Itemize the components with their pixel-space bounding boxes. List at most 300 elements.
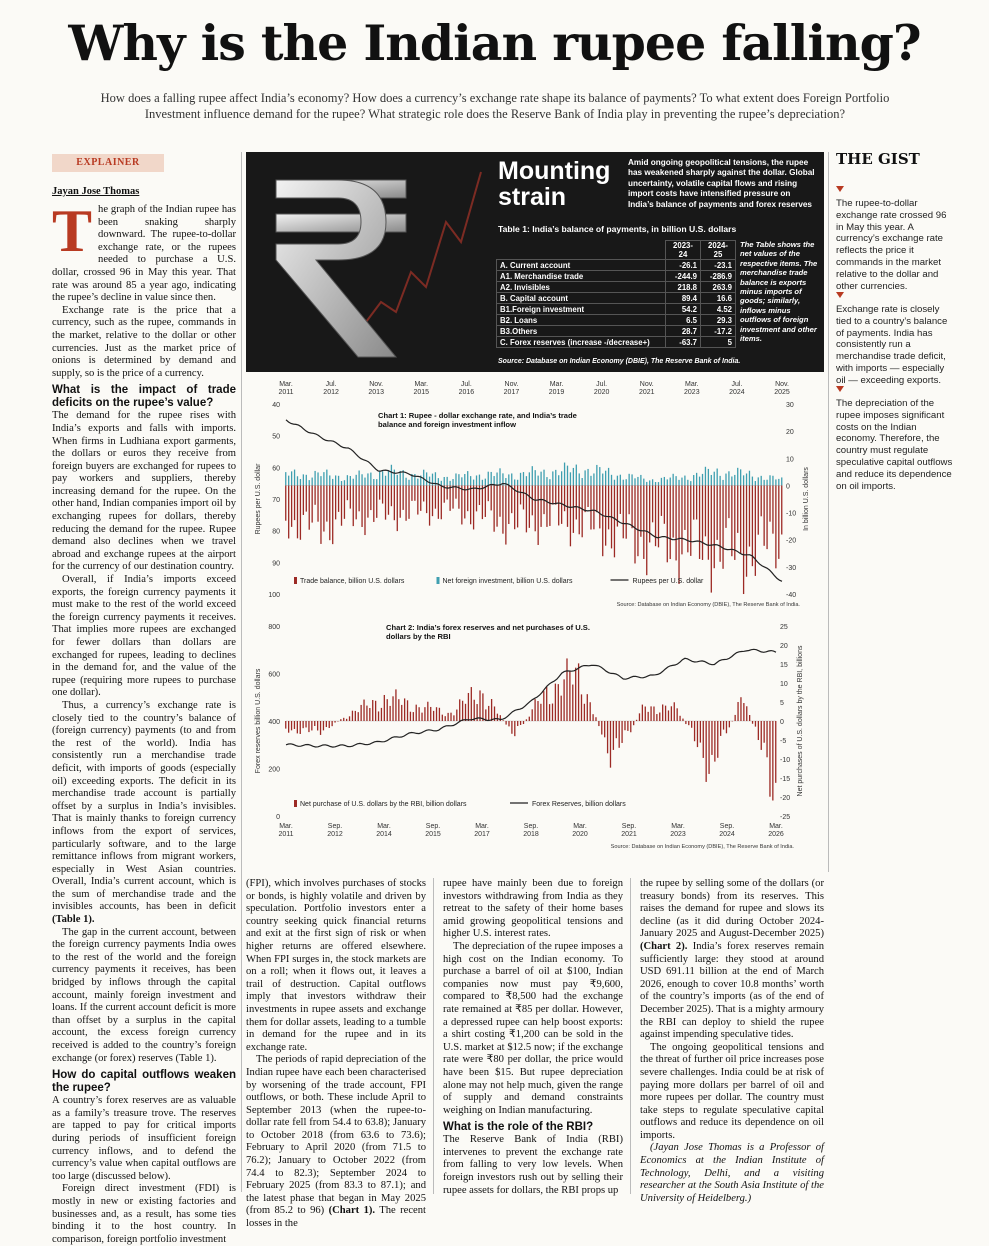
triangle-bullet-icon [836,186,844,192]
chart-bar [424,707,425,721]
chart-bar [382,471,383,485]
chart-bar [613,721,614,750]
y-axis-label-right: Net purchases of U.S. dollars by the RBI, billions [797,645,804,797]
chart-bar [684,476,685,486]
chart-title: balance and foreign investment inflow [378,420,516,429]
chart-bar [523,472,524,485]
chart-bar [288,485,289,538]
x-tick-label: Mar. [685,381,699,388]
chart-bar [728,471,729,485]
chart-bar [526,476,527,485]
chart-bar [634,485,635,563]
chart-bar [473,480,474,486]
x-tick-label: Sep. [425,823,441,830]
chart-bar [482,480,483,486]
chart-bar [376,485,377,517]
table-row-label: B. Capital account [497,293,666,304]
chart-bar [719,476,720,486]
chart-bar [627,721,628,731]
heading-line: Mounting [498,157,611,185]
chart-bar [637,485,638,556]
chart-bar [604,721,605,737]
chart-bar [691,721,692,728]
chart-bar [379,472,380,486]
chart-bar [514,721,515,736]
chart-bar [696,473,697,486]
chart-bar [482,693,483,721]
chart-bar [775,485,776,568]
chart-bar [573,485,574,532]
chart-bar [358,485,359,511]
chart-bar [703,721,704,758]
chart-bar [675,485,676,560]
chart-bar [332,485,333,544]
chart-bar [372,700,373,721]
chart-bar [543,691,544,721]
chart-bar [655,482,656,485]
chart-bar [408,485,409,518]
table-row-label: A2. Invisibles [497,282,666,293]
chart-bar [653,706,654,721]
paragraph: he graph of the Indian rupee has been snaking sharply downward. The rupee-to-dollar exchange rate, or the rupees needed to purchase a U.S. dollar, crossed 96 in May this year. That rate was around 85 a year ago, indicating the rupee’s decline in value since then. [52,204,236,304]
chart-bar [432,485,433,516]
x-tick-label: 2020 [572,831,588,838]
x-tick-label: 2016 [458,389,475,396]
chart-bar [302,721,303,728]
chart-bar [523,721,524,724]
chart-bar [561,471,562,485]
gist-item [836,186,954,292]
chart-bar [476,475,477,485]
chart-bar [303,474,304,485]
chart-bar [599,485,600,528]
chart-bar [775,479,776,485]
chart-bar [740,469,741,485]
right-tick-label: 15 [780,662,788,669]
chart-bar [578,663,579,721]
chart-bar [687,480,688,486]
column-divider [630,878,631,1194]
chart-bar [731,476,732,485]
chart-bar [623,480,624,486]
chart-bar [690,481,691,485]
chart-bar [344,485,345,518]
chart-bar [614,485,615,557]
right-tick-label: 0 [786,483,790,491]
table-cell: -63.7 [666,337,701,348]
chart-bar [355,711,356,721]
chart-bar [640,475,641,485]
triangle-bullet-icon [836,292,844,298]
x-tick-label: 2017 [474,831,490,838]
chart-bar [725,485,726,527]
chart-bar [714,485,715,568]
gist-item [836,292,954,387]
x-tick-label: Sep. [621,823,637,830]
chart-bar [708,485,709,559]
chart-bar [769,485,770,521]
chart-bar [696,485,697,519]
chart-bar [488,485,489,501]
gist-text: The depreciation of the rupee imposes significant costs on the Indian economy. Therefore, the country must regulate speculative capital outflows and reduce its dependence on oil imports. [836,398,953,492]
chart-bar [690,485,691,555]
chart-bar [723,721,724,730]
chart-bar [423,470,424,486]
paragraph: Overall, if India’s imports exceed exports, the foreign currency payments it must make to the rest of the world exceed the foreign currency payments it receives. That implies more rupees are exchanged for fewer dollars than dollars are exchanged for rupees, leading to declines in the demand for, and the value of the rupee (requiring more rupees to purchase one dollar). [52,574,236,699]
chart-bar [714,721,715,762]
chart-bar [665,706,666,721]
chart-bar [343,718,344,721]
chart-bar [758,477,759,485]
chart-bar [569,671,570,721]
paragraph: (FPI), which involves purchases of stocks or bonds, is highly volatile and driven by speculation. Portfolio investors enter a country seeking quick financial returns and exit at the first sign of risk or when higher returns are offered elsewhere. When FPI surges in, the stock markets are on a roll; when it flows out, it leaves a trail of destruction. Capital outflows imply that investors withdraw their investments in rupee assets and exchange them for dollar assets, leading to a tumble in demand for the rupee and in its exchange rate. [246,878,426,1053]
chart-bar [664,477,665,485]
chart-bar [546,687,547,721]
legend-label: Trade balance, billion U.S. dollars [300,578,405,585]
chart-bar [601,721,602,735]
table-note: The Table shows the net values of the respective items. The merchandise trade balance is exports minus imports of goods; similarly, inflows minus outflows of foreign investment and other items. [740,240,818,344]
chart-bar [358,471,359,486]
x-tick-label: Mar. [769,823,783,830]
legend-label: Net purchase of U.S. dollars by the RBI, billion dollars [300,801,467,808]
chart-bar [772,721,773,801]
chart-bar [369,708,370,721]
column-divider [828,152,829,872]
chart-line [286,420,782,582]
chart-bar [394,485,395,520]
chart-bar [758,721,759,740]
chart-bar [752,477,753,486]
chart-bar [631,474,632,485]
x-tick-label: Jul. [325,381,337,388]
paragraph [640,878,824,1042]
chart-bar [596,465,597,486]
chart-bar [332,479,333,486]
gist-text: The rupee-to-dollar exchange rate crossed 96 in May this year. A currency’s exchange rate reflects the price it commands in the market relative to the dollar and other currencies. [836,198,947,292]
chart-bar [398,699,399,721]
chart-bar [645,707,646,721]
chart-bar [356,475,357,486]
chart-bar [608,468,609,486]
chart-bar [300,479,301,485]
chart-bar [743,475,744,485]
chart-bar [508,474,509,485]
chart-bar [605,471,606,486]
chart-bar [628,485,629,514]
table-header-row [497,241,736,260]
chart-bar [520,721,521,725]
chart-bar [335,485,336,519]
text: The recent losses in the [246,1205,426,1230]
chart-bar [397,475,398,486]
chart-bar [499,468,500,485]
chart-bar [384,695,385,721]
chart-bar [684,485,685,530]
x-tick-label: Nov. [639,381,654,388]
chart-bar [636,720,637,721]
chart-bar [764,721,765,743]
chart-bar [620,475,621,486]
rupee-symbol-graphic [246,152,486,372]
chart-bar [426,485,427,513]
byline: Jayan Jose Thomas [52,186,140,197]
chart-bar [426,472,427,485]
chart-bar [488,706,489,721]
chart-bar [685,721,686,724]
paragraph: rupee have mainly been due to foreign investors withdrawing from India as they retreat to the safety of their home bases amid growing geopolitical tensions and higher U.S. interest rates. [443,878,623,940]
right-tick-label: 20 [780,643,788,650]
x-tick-label: 2012 [327,831,343,838]
chart-bar [366,706,367,721]
chart-bar [702,474,703,486]
chart-bar [575,668,576,721]
y-axis-label-left: Forex reserves billion U.S. dollars [255,668,262,774]
chart-bar [329,475,330,485]
chart-bar [358,712,359,721]
chart-bar [534,699,535,721]
chart-bar [740,697,741,721]
table-row-label: A. Current account [497,260,666,271]
infobox [246,152,824,372]
column-1 [52,198,236,1245]
paragraph: A country’s forex reserves are as valuable as a family’s treasure trove. The reserves are tapped to pay for critical imports during periods of insufficient foreign currency inflows, and to defend the currency’s value when capital outflows are too large (discussed below). [52,1095,236,1182]
chart-bar [668,710,669,721]
chart-bar [626,479,627,485]
chart-bar [491,472,492,485]
text: The periods of rapid depreciation of the Indian rupee have each been characterised by worsening of the trade account, FPI outflows, or both. These include April to September 2013 (when the rupee-to-dollar rate fell from 54.4 to 63.8); January to October 2018 (from 63.6 to 73.6); February to April 2020 (from 71.5 to 76.2); January to October 2022 (from 74.4 to 82.3); September 2024 to February 2025 (from 83.3 to 87.1); and the latest phase that began in May 2025 (from 85.2 to 96) [246,1054,426,1217]
x-tick-label: Jul. [460,381,472,388]
chart-bar [546,477,547,485]
chart-bar [667,485,668,562]
chart-bar [681,478,682,486]
chart-bar [493,485,494,531]
chart-bar [540,472,541,486]
chart-bar [464,474,465,485]
chart-bar [722,485,723,568]
chart-bar [385,476,386,486]
chart-bar [445,716,446,721]
chart-bar [312,478,313,486]
chart-bar [675,476,676,485]
chart-bar [637,477,638,485]
chart-bar [719,485,720,561]
right-tick-label: 30 [786,402,794,409]
chart-bar [558,684,559,721]
chart-bar [320,476,321,485]
table-cell: -244.9 [666,271,701,282]
chart-bar [590,485,591,529]
chart-bar [395,689,396,721]
chart-bar [520,473,521,486]
chart-bar [364,478,365,486]
chart-bar [397,485,398,531]
chart-bar [353,485,354,526]
chart-bar [502,485,503,533]
chart-bar [350,485,351,508]
chart-bar [639,713,640,721]
chart-bar [471,687,472,721]
chart-bar [508,485,509,524]
chart-bar [743,485,744,594]
chart-ref: (Chart 2). [640,940,688,952]
chart-bar [473,485,474,529]
table-cell: 16.6 [701,293,736,304]
chart-bar [514,485,515,529]
chart-bar [400,471,401,486]
bop-table [496,240,736,348]
chart-bar [643,479,644,486]
chart-bar [314,471,315,486]
chart-bar [670,485,671,559]
chart-bar [652,485,653,522]
chart-bar [640,485,641,536]
chart-bar [566,658,567,721]
chart-bar [620,485,621,514]
left-tick-label: 60 [272,465,280,473]
chart-bar [317,721,318,730]
chart-bar [468,693,469,721]
chart-bar [552,485,553,504]
chart-bar [401,705,402,721]
chart-bar [614,480,615,486]
chart-bar [590,476,591,486]
chart-bar [659,713,660,721]
chart-bar [656,714,657,721]
chart-bar [442,715,443,721]
x-tick-label: 2013 [368,389,384,396]
chart-bar [303,485,304,515]
chart-bar [761,476,762,486]
chart-bar [582,485,583,537]
chart-bar [598,721,599,726]
chart-bar [555,485,556,504]
chart-bar [391,485,392,506]
chart-bar [417,485,418,514]
table-source: Source: Database on Indian Economy (DBIE), The Reserve Bank of India. [498,358,741,365]
x-tick-label: Nov. [369,381,384,388]
chart-bar [576,485,577,519]
chart-bar [373,485,374,522]
chart-bar [667,479,668,485]
chart-bar [479,690,480,721]
chart-bar [634,478,635,485]
paragraph: The Reserve Bank of India (RBI) intervenes to prevent the exchange rate from falling to very low levels. When foreign investors rush out by selling their rupee assets for dollars, the RBI props up [443,1134,623,1196]
right-tick-label: -20 [780,795,791,802]
column-3 [443,878,623,1194]
paragraph: The gap in the current account, between the foreign currency payments India owes to the rest of the world and the foreign currency payments it receives, has been bridged by inflows through the capital account, mainly foreign investment and loans. If the current account deficit is more than offset by a surplus in the capital account, the excess foreign currency received is added to the country’s foreign exchange (or forex) reserves (Table 1). [52,926,236,1064]
table-row [497,260,736,271]
chart-bar [320,721,321,735]
chart-bar [761,485,762,516]
chart-bar [570,485,571,546]
chart-bar [388,471,389,485]
chart-2 [246,614,824,854]
chart-bar [693,485,694,519]
table-row-label: C. Forex reserves (increase -/decrease+) [497,337,666,348]
chart-bar [505,485,506,544]
author-bio: (Jayan Jose Thomas is a Professor of Economics at the Indian Institute of Technology, Delhi, and a visiting researcher at the South Asia Institute of the University of Heidelberg.) [640,1142,824,1204]
chart-bar [458,474,459,485]
chart-bar [766,721,767,757]
chart-bar [449,485,450,510]
drop-cap: T [52,198,93,264]
chart-bar [508,721,509,726]
chart-bar [407,700,408,721]
chart-bar [555,684,556,721]
chart-bar [681,485,682,554]
chart-bar [361,485,362,527]
x-tick-label: 2021 [638,389,655,396]
chart-bar [749,715,750,721]
gist-title: THE GIST [836,150,920,168]
chart-bar [778,485,779,558]
chart-bar [722,480,723,486]
chart-bar [341,481,342,485]
chart-bar [555,470,556,486]
chart-bar [700,721,701,743]
chart-bar [561,696,562,721]
chart-bar [389,706,390,721]
chart-bar [514,479,515,485]
legend-label: Forex Reserves, billion dollars [532,801,626,808]
table-row [497,271,736,282]
column-4 [640,878,825,1204]
chart-bar [678,480,679,486]
chart-bar [619,721,620,748]
chart-bar [526,485,527,532]
table-row-label: B1.Foreign investment [497,304,666,315]
chart-bar [529,717,530,721]
gist-item [836,386,954,492]
x-tick-label: 2024 [729,389,745,396]
chart-bar [447,477,448,486]
chart-bar [752,485,753,566]
chart-bar [347,475,348,485]
chart-bar [582,478,583,485]
explainer-tag: EXPLAINER [52,154,164,172]
chart-bar [479,475,480,486]
chart-bar [543,470,544,486]
table-row [497,315,736,326]
chart-bar [558,485,559,525]
table-body [497,260,736,348]
left-tick-label: 200 [268,766,280,774]
chart-bar [674,702,675,721]
chart-bar [699,485,700,559]
chart-bar [309,485,310,529]
table-row [497,337,736,348]
chart-bar [611,475,612,486]
chart-bar [520,485,521,504]
chart-bar [563,679,564,721]
chart-bar [587,694,588,721]
chart-bar [326,485,327,521]
chart-bar [375,701,376,721]
chart-bar [341,485,342,525]
chart-title: Chart 2: India’s forex reserves and net purchases of U.S. [386,623,590,632]
chart-bar [320,485,321,543]
chart-bar [417,479,418,486]
chart-source: Source: Database on Indian Economy (DBIE), The Reserve Bank of India. [610,844,794,850]
chart-bar [746,485,747,576]
chart-bar [549,704,550,721]
chart-bar [291,485,292,526]
table-cell: 28.7 [666,326,701,337]
x-tick-label: 2018 [523,831,539,838]
chart-bar [537,701,538,721]
x-tick-label: Mar. [279,381,293,388]
paragraph [52,700,236,927]
